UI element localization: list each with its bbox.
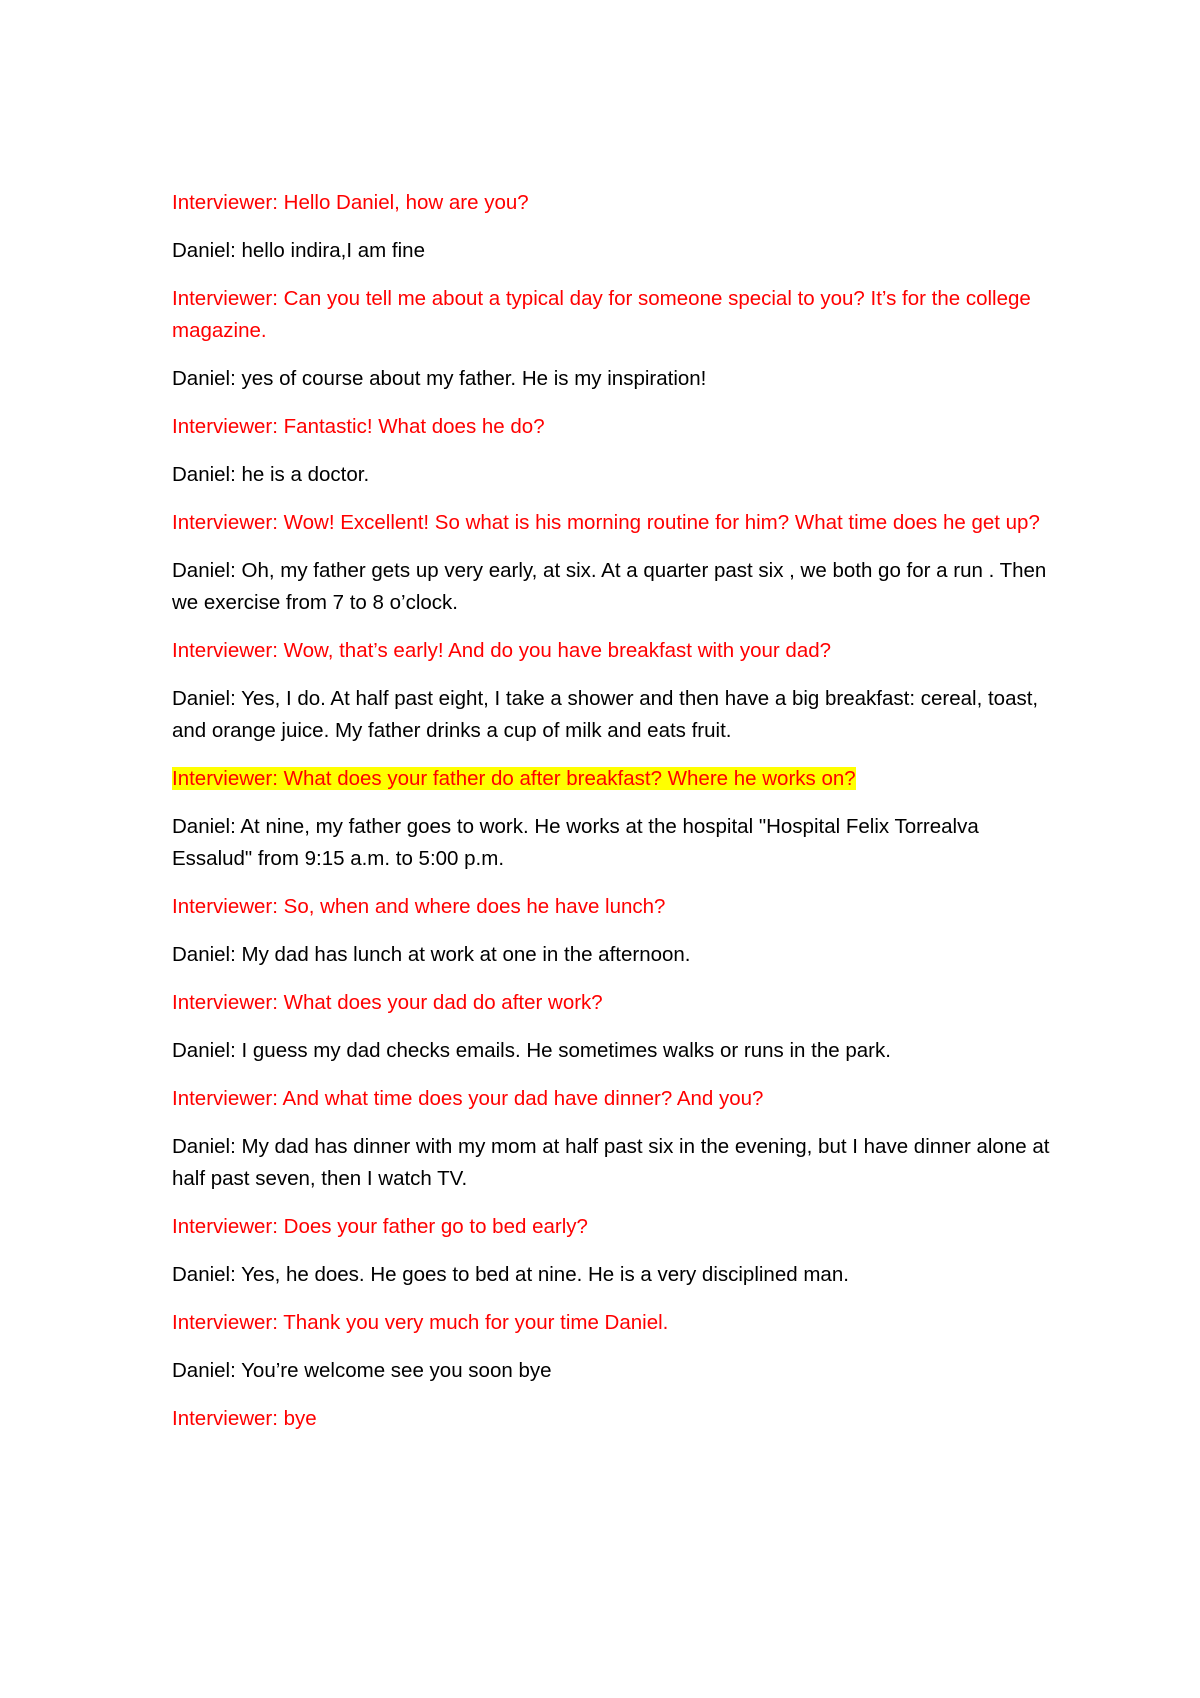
interviewer-line: Interviewer: Wow! Excellent! So what is his morning routine for him? What time does he get up? (172, 511, 1040, 534)
interviewer-line: Interviewer: Wow, that’s early! And do you have breakfast with your dad? (172, 639, 832, 662)
daniel-line: Daniel: At nine, my father goes to work. He works at the hospital "Hospital Felix Torrealva Essalud" from 9:15 a.m. to 5:00 p.m. (172, 815, 979, 870)
daniel-line: Daniel: I guess my dad checks emails. He sometimes walks or runs in the park. (172, 1039, 891, 1062)
interviewer-line: Interviewer: Fantastic! What does he do? (172, 415, 545, 438)
interviewer-line: Interviewer: So, when and where does he have lunch? (172, 895, 666, 918)
interviewer-line: Interviewer: Hello Daniel, how are you? (172, 191, 529, 214)
interviewer-line: Interviewer: What does your dad do after work? (172, 991, 603, 1014)
daniel-line: Daniel: Yes, I do. At half past eight, I take a shower and then have a big breakfast: cereal, toast, and orange juice. My father drinks a cup of milk and eats fruit. (172, 687, 1039, 742)
daniel-line: Daniel: Oh, my father gets up very early, at six. At a quarter past six , we both go for a run . Then we exercise from 7 to 8 o’clock. (172, 559, 1047, 614)
dialogue-body (172, 187, 1052, 1451)
daniel-line: Daniel: hello indira,I am fine (172, 239, 425, 262)
daniel-line: Daniel: You’re welcome see you soon bye (172, 1359, 552, 1382)
daniel-line: Daniel: My dad has dinner with my mom at half past six in the evening, but I have dinner alone at half past seven, then I watch TV. (172, 1135, 1050, 1190)
interviewer-line: Interviewer: Thank you very much for your time Daniel. (172, 1311, 669, 1334)
interviewer-line: Interviewer: And what time does your dad have dinner? And you? (172, 1087, 764, 1110)
daniel-line: Daniel: My dad has lunch at work at one in the afternoon. (172, 943, 691, 966)
interviewer-line: Interviewer: bye (172, 1407, 317, 1430)
daniel-line: Daniel: Yes, he does. He goes to bed at nine. He is a very disciplined man. (172, 1263, 849, 1286)
interviewer-line-highlighted: Interviewer: What does your father do after breakfast? Where he works on? (172, 767, 856, 790)
interviewer-line: Interviewer: Can you tell me about a typical day for someone special to you? It’s for the college magazine. (172, 287, 1031, 342)
daniel-line: Daniel: yes of course about my father. He is my inspiration! (172, 367, 707, 390)
interviewer-line: Interviewer: Does your father go to bed early? (172, 1215, 588, 1238)
daniel-line: Daniel: he is a doctor. (172, 463, 370, 486)
